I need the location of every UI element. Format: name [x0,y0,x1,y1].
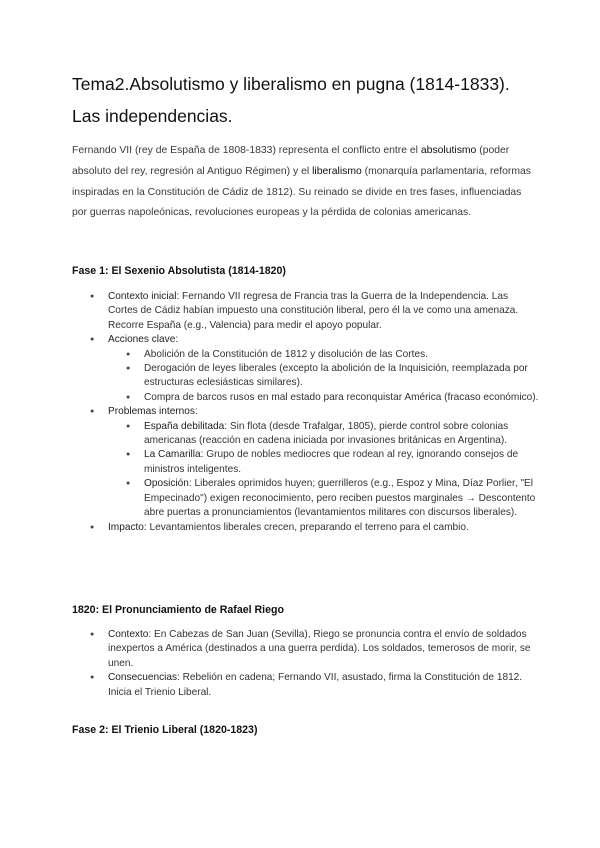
intro-text-2: (poder absoluto del rey, regresión al Antiguo Régimen) y el [72,145,510,177]
item-label: Impacto [108,521,144,533]
intro-term-absolutismo: absolutismo [420,145,477,156]
item-label: Contexto [108,629,149,640]
item-text: : En Cabezas de San Juan (Sevilla), Riego se pronuncia contra el envío de soldados inexpertos a América (destinados a una guerra perdida). Los soldados, temerosos de morir, se unen. [108,629,531,669]
list-item-contexto-inicial [90,290,540,333]
section-heading-fase2: Fase 2: El Trienio Liberal (1820-1823) [72,724,258,736]
list-item-acciones-clave [90,333,540,405]
section-heading-fase1: Fase 1: El Sexenio Absolutista (1814-1820) [72,265,286,277]
acciones-sublist [108,348,540,406]
sublist-item: ● Derogación de leyes liberales (excepto la abolición de la Inquisición, reemplazada por estructuras eclesiásticas similares). [126,362,540,391]
intro-term-liberalismo: liberalismo [312,165,362,177]
sublist-label: España debilitada [144,420,225,432]
list-item-consecuencias [90,671,540,700]
sublist-item [126,477,540,520]
item-label: Problemas internos [108,406,195,418]
intro-text-1: Fernando VII (rey de España de 1808-1833) representa el conflicto entre el [72,145,421,156]
sublist-item: ● Abolición de la Constitución de 1812 y disolución de las Cortes. [126,348,540,362]
section-heading-riego: 1820: El Pronunciamiento de Rafael Riego [72,604,284,616]
list-item-impacto [90,521,540,535]
item-label: Contexto inicial [108,291,177,302]
item-label: Consecuencias [108,672,178,684]
sublist-text: : Liberales oprimidos huyen; guerrilleros (e.g., Espoz y Mina, Díaz Porlier, "El Empecinado") exigen reconocimiento, pero reciben puestos marginales → Descontento abre puertas a pronunciamientos (levantamientos militares con discursos liberales). [144,478,536,519]
item-colon: : [175,334,179,346]
sublist-item [126,420,540,449]
item-label: Acciones clave [108,334,176,346]
intro-text-3: (monarquía parlamentaria, reformas inspiradas en la Constitución de Cádiz de 1812). Su reinado se divide en tres fases, influenciadas por guerras napoleónicas, revoluciones europeas y la pérdida de colonias americanas. [72,165,531,219]
list-item-contexto [90,628,540,671]
fase1-list [90,290,540,535]
sublist-text: : Grupo de nobles mediocres que rodean al rey, ignorando consejos de ministros inteligentes. [144,449,519,475]
sublist-label: La Camarilla [144,449,201,461]
sublist-item: ● Compra de barcos rusos en mal estado para reconquistar América (fracaso económico). [126,391,540,405]
list-item-problemas-internos [90,405,540,520]
intro-paragraph [72,141,534,224]
item-text: : Rebelión en cadena; Fernando VII, asustado, firma la Constitución de 1812. Inicia el Trienio Liberal. [108,672,523,698]
item-text: : Fernando VII regresa de Francia tras la Guerra de la Independencia. Las Cortes de Cádiz habían impuesto una constitución liberal, pero él la ve como una amenaza. Recorre España (e.g., Valencia) para medir el apoyo popular. [108,291,519,331]
page-title: Tema2.Absolutismo y liberalismo en pugna (1814-1833). Las independencias. [72,74,510,126]
sublist-item [126,448,540,477]
sublist-text: : Sin flota (desde Trafalgar, 1805), pierde control sobre colonias americanas (reacción en cadena iniciada por invasiones británicas en Argentina). [144,420,509,447]
item-text: : Levantamientos liberales crecen, preparando el terreno para el cambio. [143,521,469,533]
problemas-sublist [108,420,540,521]
riego-list [90,628,540,700]
sublist-label: Oposición [144,478,189,490]
item-colon: : [194,406,198,418]
